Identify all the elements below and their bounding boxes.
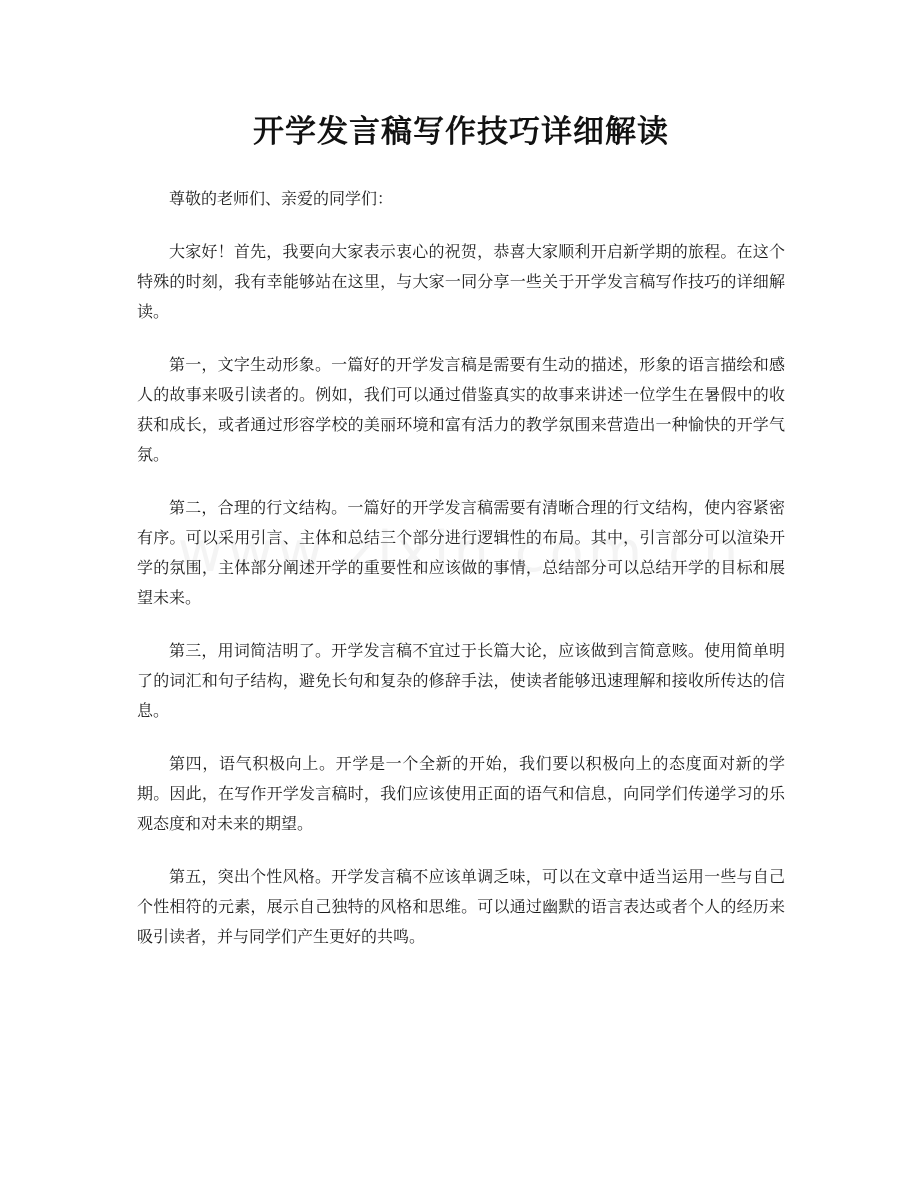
document-title: 开学发言稿写作技巧详细解读 bbox=[253, 114, 669, 150]
paragraph-point-1: 第一，文字生动形象。一篇好的开学发言稿是需要有生动的描述，形象的语言描绘和感人的故事来吸引读者的。例如，我们可以通过借鉴真实的故事来讲述一位学生在暑假中的收获和成长，或者通过形容学校的美丽环境和富有活力的教学氛围来营造出一种愉快的开学气氛。 bbox=[137, 355, 785, 464]
paragraph-point-3: 第三，用词简洁明了。开学发言稿不宜过于长篇大论，应该做到言简意赅。使用简单明了的词汇和句子结构，避免长句和复杂的修辞手法，使读者能够迅速理解和接收所传达的信息。 bbox=[137, 641, 785, 720]
document-page bbox=[137, 0, 785, 952]
paragraph-point-4: 第四，语气积极向上。开学是一个全新的开始，我们要以积极向上的态度面对新的学期。因此，在写作开学发言稿时，我们应该使用正面的语气和信息，向同学们传递学习的乐观态度和对未来的期望。 bbox=[137, 754, 785, 833]
salutation: 尊敬的老师们、亲爱的同学们： bbox=[169, 189, 394, 208]
paragraph-greeting: 大家好！首先，我要向大家表示衷心的祝贺，恭喜大家顺利开启新学期的旅程。在这个特殊的时刻，我有幸能够站在这里，与大家一同分享一些关于开学发言稿写作技巧的详细解读。 bbox=[137, 242, 785, 321]
paragraph-point-2: 第二，合理的行文结构。一篇好的开学发言稿需要有清晰合理的行文结构，使内容紧密有序。可以采用引言、主体和总结三个部分进行逻辑性的布局。其中，引言部分可以渲染开学的氛围，主体部分阐述开学的重要性和应该做的事情，总结部分可以总结开学的目标和展望未来。 bbox=[137, 498, 785, 607]
paragraph-point-5: 第五，突出个性风格。开学发言稿不应该单调乏味，可以在文章中适当运用一些与自己个性相符的元素，展示自己独特的风格和思维。可以通过幽默的语言表达或者个人的经历来吸引读者，并与同学们产生更好的共鸣。 bbox=[137, 867, 785, 946]
